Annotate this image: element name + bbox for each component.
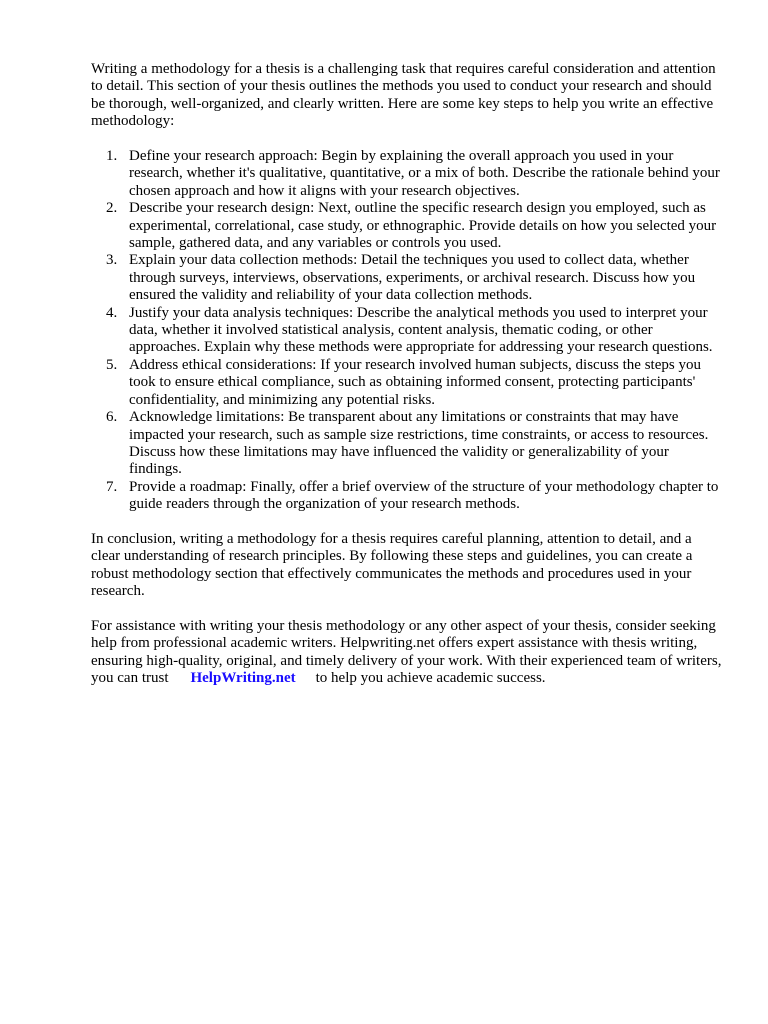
document-page (91, 61, 723, 705)
list-item-number: 6. (106, 409, 118, 426)
list-item-text: Address ethical considerations: If your research involved human subjects, discuss the steps you took to ensure ethical compliance, such as obtaining informed consent, protecting participants' confidentiality, and minimizing any potential risks. (129, 356, 701, 408)
list-item (91, 148, 723, 200)
list-item-number: 1. (106, 148, 118, 165)
list-item (91, 479, 723, 514)
list-item (91, 252, 723, 304)
list-item (91, 305, 723, 357)
closing-text-end: to help you achieve academic success. (315, 670, 546, 687)
list-item-text: Describe your research design: Next, outline the specific research design you employed, such as experimental, correlational, case study, or ethnographic. Provide details on how you selected your sample, gathered data, and any variables or controls you used. (129, 200, 717, 252)
intro-paragraph: Writing a methodology for a thesis is a challenging task that requires careful consideration and attention to detail. This section of your thesis outlines the methods you used to conduct your research and should be thorough, well-organized, and clearly written. Here are some key steps to help you write an effective methodology: (91, 61, 716, 130)
list-item (91, 409, 723, 479)
list-item-text: Acknowledge limitations: Be transparent about any limitations or constraints that may have impacted your research, such as sample size restrictions, time constraints, or access to resources. Discuss how these limitations may have influenced the validity or generalizability of your findings. (129, 409, 709, 478)
list-item-text: Provide a roadmap: Finally, offer a brief overview of the structure of your methodology chapter to guide readers through the organization of your research methods. (129, 478, 719, 513)
list-item (91, 200, 723, 252)
list-item-text: Explain your data collection methods: Detail the techniques you used to collect data, whether through surveys, interviews, observations, experiments, or archival research. Discuss how you ensured the validity and reliability of your data collection methods. (129, 252, 696, 304)
list-item-text: Justify your data analysis techniques: Describe the analytical methods you used to interpret your data, whether it involved statistical analysis, content analysis, thematic coding, or other approaches. Explain why these methods were appropriate for addressing your research questions. (129, 304, 713, 356)
list-item-number: 4. (106, 304, 118, 321)
list-item-number: 7. (106, 478, 118, 495)
closing-paragraph (91, 618, 723, 688)
list-item (91, 357, 723, 409)
list-item-number: 5. (106, 356, 118, 373)
conclusion-paragraph: In conclusion, writing a methodology for a thesis requires careful planning, attention to detail, and a clear understanding of research principles. By following these steps and guidelines, you can create a robust methodology section that effectively communicates the methods and procedures used in your research. (91, 530, 693, 600)
list-item-number: 2. (106, 200, 118, 217)
helpwriting-link[interactable]: HelpWriting.net (190, 670, 296, 687)
list-item-number: 3. (106, 252, 118, 269)
list-item-text: Define your research approach: Begin by explaining the overall approach you used in your research, whether it's qualitative, quantitative, or a mix of both. Describe the rationale behind your chosen approach and how it aligns with your research objectives. (129, 148, 720, 199)
steps-list (91, 148, 723, 514)
closing-text: For assistance with writing your thesis methodology or any other aspect of your thesis, consider seeking help from professional academic writers. Helpwriting.net offers expert assistance with thesis writing, ensuring high-quality, original, and timely delivery of your work. With their experienced team of writers, you can trust (91, 617, 722, 687)
